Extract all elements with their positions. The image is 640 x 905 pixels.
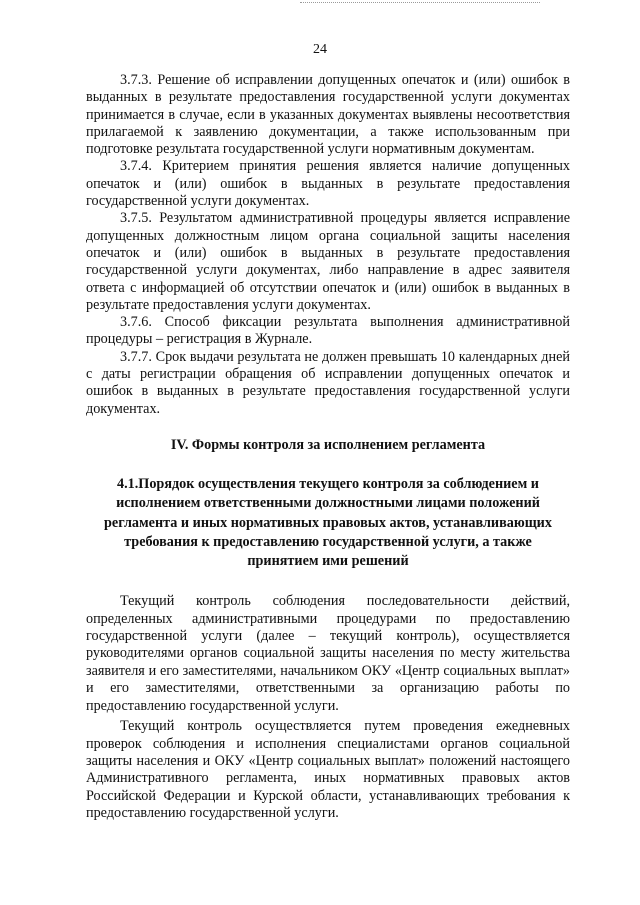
paragraph-3-7-4: 3.7.4. Критерием принятия решения является наличие допущенных опечаток и (или) ошибок в выданных в результате предоставления государственной услуги документах.	[86, 158, 570, 210]
paragraph-3-7-7: 3.7.7. Срок выдачи результата не должен превышать 10 календарных дней с даты регистрации обращения об исправлении допущенных опечаток и ошибок в выданных в результате предоставления государственной услуги документах.	[86, 348, 570, 417]
section-heading-iv: IV. Формы контроля за исполнением регламента	[170, 436, 486, 453]
subsection-heading-line: регламента и иных нормативных правовых актов, устанавливающих	[104, 514, 552, 531]
subsection-heading-line: исполнением ответственными должностными лицами положений	[116, 495, 540, 512]
paragraph-3-7-3: 3.7.3. Решение об исправлении допущенных опечаток и (или) ошибок в выданных в результате предоставления государственной услуги документах принимается в случае, если в указанных документах выявлены несоответствия прилагаемой к заявлению документации, а также использованным при подготовке результата государственной услуги нормативным документам.	[86, 72, 570, 158]
scan-edge-mark	[300, 0, 540, 3]
page-content	[86, 72, 570, 823]
paragraph-current-control-2: Текущий контроль осуществляется путем проведения ежедневных проверок соблюдения и исполнения специалистами органов социальной защиты населения и ОКУ «Центр социальных выплат» положений настоящего Административного регламента, иных нормативных правовых актов Российской Федерации и Курской области, устанавливающих требования к предоставлению государственной услуги.	[86, 718, 570, 822]
paragraph-3-7-6: 3.7.6. Способ фиксации результата выполнения административной процедуры – регистрация в Журнале.	[86, 314, 570, 348]
page-number: 24	[313, 42, 327, 57]
subsection-heading-4-1	[86, 475, 570, 571]
paragraph-current-control-1: Текущий контроль соблюдения последовательности действий, определенных административными процедурами по предоставлению государственной услуги (далее – текущий контроль), осуществляется руководителями органов социальной защиты населения по месту жительства заявителя и его заместителями, начальником ОКУ «Центр социальных выплат» и его заместителями, ответственными за организацию работы по предоставлению государственной услуги.	[86, 593, 570, 714]
subsection-heading-line: 4.1.Порядок осуществления текущего контроля за соблюдением и	[117, 476, 539, 493]
subsection-heading-line: принятием ими решений	[247, 553, 409, 570]
subsection-heading-line: требования к предоставлению государственной услуги, а также	[124, 533, 532, 550]
paragraph-3-7-5: 3.7.5. Результатом административной процедуры является исправление допущенных должностным лицом органа социальной защиты населения опечаток и (или) ошибок в выданных в результате предоставления государственной услуги документах, либо направление в адрес заявителя ответа с информацией об отсутствии опечаток и (или) ошибок в выданных в результате предоставления услуги документах.	[86, 210, 570, 313]
